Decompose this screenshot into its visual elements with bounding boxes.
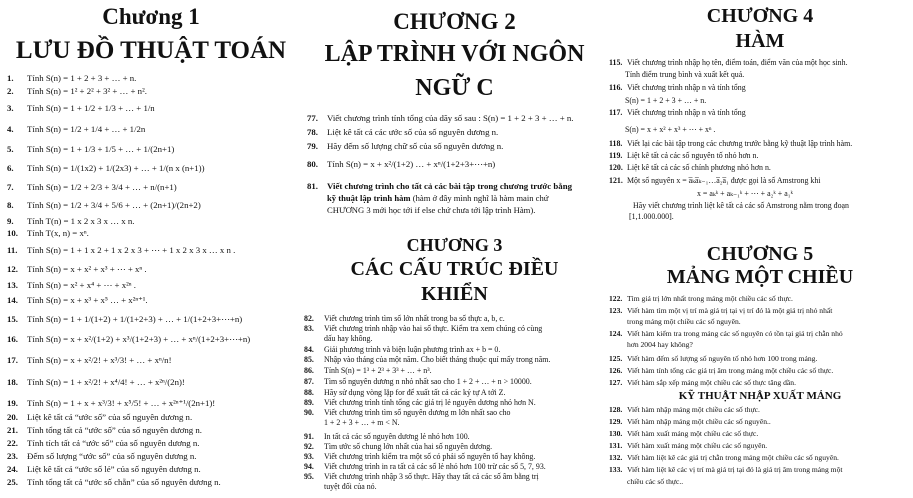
exercise-item: 94. Viết chương trình in ra tất cả các số lẻ nhỏ hơn 100 trừ các số 5, 7, 93. (304, 462, 546, 471)
exercise-item: 1 + 2 + 3 + … + m < N. (324, 418, 400, 427)
exercise-item-continuation: Tính điểm trung bình và xuất kết quả. (625, 70, 745, 79)
exercise-item: 90. Viết chương trình tìm số nguyên dương m lớn nhất sao cho (304, 408, 511, 417)
exercise-item: 83. Viết chương trình nhập vào hai số thực. Kiểm tra xem chúng có cùng (304, 324, 543, 333)
exercise-item: 88. Hãy sử dụng vòng lặp for để xuất tất cả các ký tự A tới Z. (304, 388, 506, 397)
exercise-item: 126. Viết hàm tính tổng các giá trị âm trong mảng một chiều các số thực. (609, 366, 834, 375)
exercise-item: 13. Tính S(n) = x² + x⁴ + ⋯ + x²ⁿ . (7, 280, 136, 290)
chapter-2-title-line1: LẬP TRÌNH VỚI NGÔN (324, 41, 585, 67)
exercise-item: 128. Viết hàm nhập mảng một chiều các số thực. (609, 405, 760, 414)
exercise-item: 129. Viết hàm nhập mảng một chiều các số nguyên.. (609, 417, 771, 426)
exercise-item: 133. Viết hàm liệt kê các vị trí mà giá trị tại đó là giá trị âm trong mảng một (609, 465, 843, 474)
exercise-item: 23. Đếm số lượng “ước số” của số nguyên dương n. (7, 451, 197, 461)
chapter-3-label: CHƯƠNG 3 (406, 235, 503, 255)
exercise-item: 24. Liệt kê tất cả “ước số lẻ” của số nguyên dương n. (7, 464, 201, 474)
exercise-item: 19. Tính S(n) = 1 + x + x³/3! + x⁵/5! + … + x²ⁿ⁺¹/(2n+1)! (7, 398, 216, 408)
exercise-item: 120. Liệt kê tất cả các số chính phương nhỏ hơn n. (609, 163, 771, 172)
exercise-item: 121. Một số nguyên x = a̅ₖa̅ₖ₋₁…a̅₂a̅₁ được gọi là số Amstrong khi (609, 176, 821, 185)
chapter-4-title: HÀM (735, 30, 785, 52)
exercise-item: 132. Viết hàm liệt kê các giá trị chẵn trong mảng một chiều các số nguyên. (609, 453, 839, 462)
exercise-item: 131. Viết hàm xuất mảng một chiều các số nguyên. (609, 441, 768, 450)
exercise-item-continuation: hơn 2004 hay không? (627, 340, 693, 349)
exercise-item: 125. Viết hàm đếm số lượng số nguyên tố nhỏ hơn 100 trong mảng. (609, 354, 818, 363)
exercise-item-continuation: S(n) = 1 + 2 + 3 + … + n. (625, 96, 707, 105)
exercise-item: 130. Viết hàm xuất mảng một chiều các số thực. (609, 429, 759, 438)
exercise-item: 82. Viết chương trình tìm số lớn nhất trong ba số thực a, b, c. (304, 314, 505, 323)
chapter-5-title: MẢNG MỘT CHIỀU (666, 266, 854, 288)
exercise-item: 5. Tính S(n) = 1 + 1/3 + 1/5 + … + 1/(2n+1) (7, 144, 175, 154)
exercise-item: 127. Viết hàm sắp xếp mảng một chiều các số thực tăng dần. (609, 378, 796, 387)
chapter-2-label: CHƯƠNG 2 (393, 9, 516, 34)
exercise-item: 80. Tính S(n) = x + x²/(1+2) … + xⁿ/(1+2+3+⋯+n) (307, 159, 496, 169)
exercise-item: 91. In tất cả các số nguyên dương lẻ nhỏ hơn 100. (304, 432, 470, 441)
exercise-item: 22. Tính tích tất cả “ước số” của số nguyên dương n. (7, 438, 200, 448)
exercise-item: 2. Tính S(n) = 1² + 2² + 3² + … + n². (7, 86, 147, 96)
chapter-1-title: LƯU ĐỒ THUẬT TOÁN (15, 37, 287, 64)
exercise-item: 78. Liệt kê tất cả các ước số của số nguyên dương n. (307, 127, 499, 137)
exercise-item: 9. Tính T(n) = 1 x 2 x 3 x … x n. (7, 216, 135, 226)
exercise-item: 77. Viết chương trình tính tổng của dãy số sau : S(n) = 1 + 2 + 3 + … + n. (307, 113, 574, 123)
chapter-3-title-line1: CÁC CẤU TRÚC ĐIỀU (350, 258, 559, 280)
exercise-item: 86. Tính S(n) = 1³ + 2³ + 3³ + … + n³. (304, 366, 432, 375)
exercise-item: 92. Tìm ước số chung lớn nhất của hai số nguyên dương. (304, 442, 493, 451)
exercise-item: 12. Tính S(n) = x + x² + x³ + ⋯ + xⁿ . (7, 264, 147, 274)
exercise-item: 8. Tính S(n) = 1/2 + 3/4 + 5/6 + … + (2n+1)/(2n+2) (7, 200, 201, 210)
exercise-item-continuation: CHƯƠNG 3 mới học tới if else chứ chưa tới lập trình Hàm). (327, 205, 536, 215)
exercise-item: 16. Tính S(n) = x + x²/(1+2) + x³/(1+2+3) + … + xⁿ/(1+2+3+⋯+n) (7, 334, 251, 344)
exercise-item: 10. Tính T(x, n) = xⁿ. (7, 228, 89, 238)
exercise-item: 117. Viết chương trình nhập n và tính tổng (609, 108, 746, 117)
exercise-item: tuyệt đối của nó. (324, 482, 377, 491)
exercise-item: 81. Viết chương trình cho tất cả các bài tập trong chương trước bằng (307, 181, 572, 191)
section-subheading: KỸ THUẬT NHẬP XUẤT MẢNG (678, 390, 842, 402)
exercise-item: 89. Viết chương trình tính tổng các giá trị lẻ nguyên dương nhỏ hơn N. (304, 398, 536, 407)
exercise-item: 4. Tính S(n) = 1/2 + 1/4 + … + 1/2n (7, 124, 146, 134)
exercise-item: 119. Liệt kê tất cả các số nguyên tố nhỏ hơn n. (609, 151, 759, 160)
exercise-item: 20. Liệt kê tất cả “ước số” của số nguyên dương n. (7, 412, 193, 422)
chapter-3-title-line2: KHIỂN (421, 283, 488, 305)
exercise-item: 25. Tính tổng tất cả “ước số chẵn” của số nguyên dương n. (7, 477, 221, 487)
exercise-item-continuation: x = aₖᵏ + aₖ₋₁ᵏ + ⋯ + a₂ᵏ + a₁ᵏ (697, 189, 793, 198)
exercise-item-continuation: [1,1.000.000]. (629, 212, 674, 221)
exercise-item: 95. Viết chương trình nhập 3 số thực. Hãy thay tất cả các số âm bằng trị (304, 472, 539, 481)
exercise-item: 122. Tìm giá trị lớn nhất trong mảng một chiều các số thực. (609, 294, 793, 303)
chapter-5-label: CHƯƠNG 5 (706, 243, 814, 265)
exercise-item: 21. Tính tổng tất cả “ước số” của số nguyên dương n. (7, 425, 202, 435)
exercise-item: 124. Viết hàm kiểm tra trong mảng các số nguyên có tồn tại giá trị chẵn nhỏ (609, 329, 843, 338)
exercise-item: 6. Tính S(n) = 1/(1x2) + 1/(2x3) + … + 1/(n x (n+1)) (7, 163, 205, 173)
exercise-item-continuation: kỹ thuật lập trình hàm (hàm ở đây mình nghĩ là hàm main chứ (327, 193, 549, 203)
exercise-item: 7. Tính S(n) = 1/2 + 2/3 + 3/4 + … + n/(n+1) (7, 182, 177, 192)
chapter-4-label: CHƯƠNG 4 (706, 5, 814, 27)
exercise-item: 85. Nhập vào tháng của một năm. Cho biết tháng thuộc quí mấy trong năm. (304, 355, 551, 364)
exercise-item: 84. Giải phương trình và biện luận phương trình ax + b = 0. (304, 345, 501, 354)
exercise-item: 14. Tính S(n) = x + x³ + x⁵ … + x²ⁿ⁺¹. (7, 295, 148, 305)
exercise-item: 123. Viết hàm tìm một vị trí mà giá trị tại vị trí đó là một giá trị nhỏ nhất (609, 306, 833, 315)
exercise-item: 87. Tìm số nguyên dương n nhỏ nhất sao cho 1 + 2 + … + n > 10000. (304, 377, 532, 386)
exercise-item-continuation: S(n) = x + x² + x³ + ⋯ + xⁿ . (625, 125, 716, 134)
exercise-item: 93. Viết chương trình kiểm tra một số có phải số nguyên tố hay không. (304, 452, 536, 461)
exercise-item-continuation: Hãy viết chương trình liệt kê tất cả các số Amstrong nằm trong đoạn (633, 201, 849, 210)
exercise-item: 17. Tính S(n) = x + x²/2! + x³/3! + … + xⁿ/n! (7, 355, 172, 365)
exercise-item: 15. Tính S(n) = 1 + 1/(1+2) + 1/(1+2+3) + … + 1/(1+2+3+⋯+n) (7, 314, 243, 324)
chapter-2-title-line2: NGỮ C (415, 75, 494, 101)
chapter-1-label: Chương 1 (102, 4, 200, 29)
exercise-item: 118. Viết lại các bài tập trong các chương trước bằng kỹ thuật lập trình hàm. (609, 139, 853, 148)
exercise-item-continuation: trong mảng một chiều các số nguyên. (627, 317, 741, 326)
exercise-item-continuation: chiều các số thực.. (627, 477, 684, 486)
exercise-item: 1. Tính S(n) = 1 + 2 + 3 + … + n. (7, 73, 137, 83)
exercise-item: 18. Tính S(n) = 1 + x²/2! + x⁴/4! + … + x²ⁿ/(2n)! (7, 377, 185, 387)
exercise-item: dấu hay không. (324, 334, 373, 343)
exercise-item: 116. Viết chương trình nhập n và tính tổng (609, 83, 746, 92)
exercise-item: 115. Viết chương trình nhập họ tên, điểm toán, điểm văn của một học sinh. (609, 58, 848, 67)
exercise-item: 79. Hãy đếm số lượng chữ số của số nguyên dương n. (307, 141, 504, 151)
exercise-item: 3. Tính S(n) = 1 + 1/2 + 1/3 + … + 1/n (7, 103, 155, 113)
exercise-item: 11. Tính S(n) = 1 + 1 x 2 + 1 x 2 x 3 + ⋯ + 1 x 2 x 3 x … x n . (7, 245, 236, 255)
